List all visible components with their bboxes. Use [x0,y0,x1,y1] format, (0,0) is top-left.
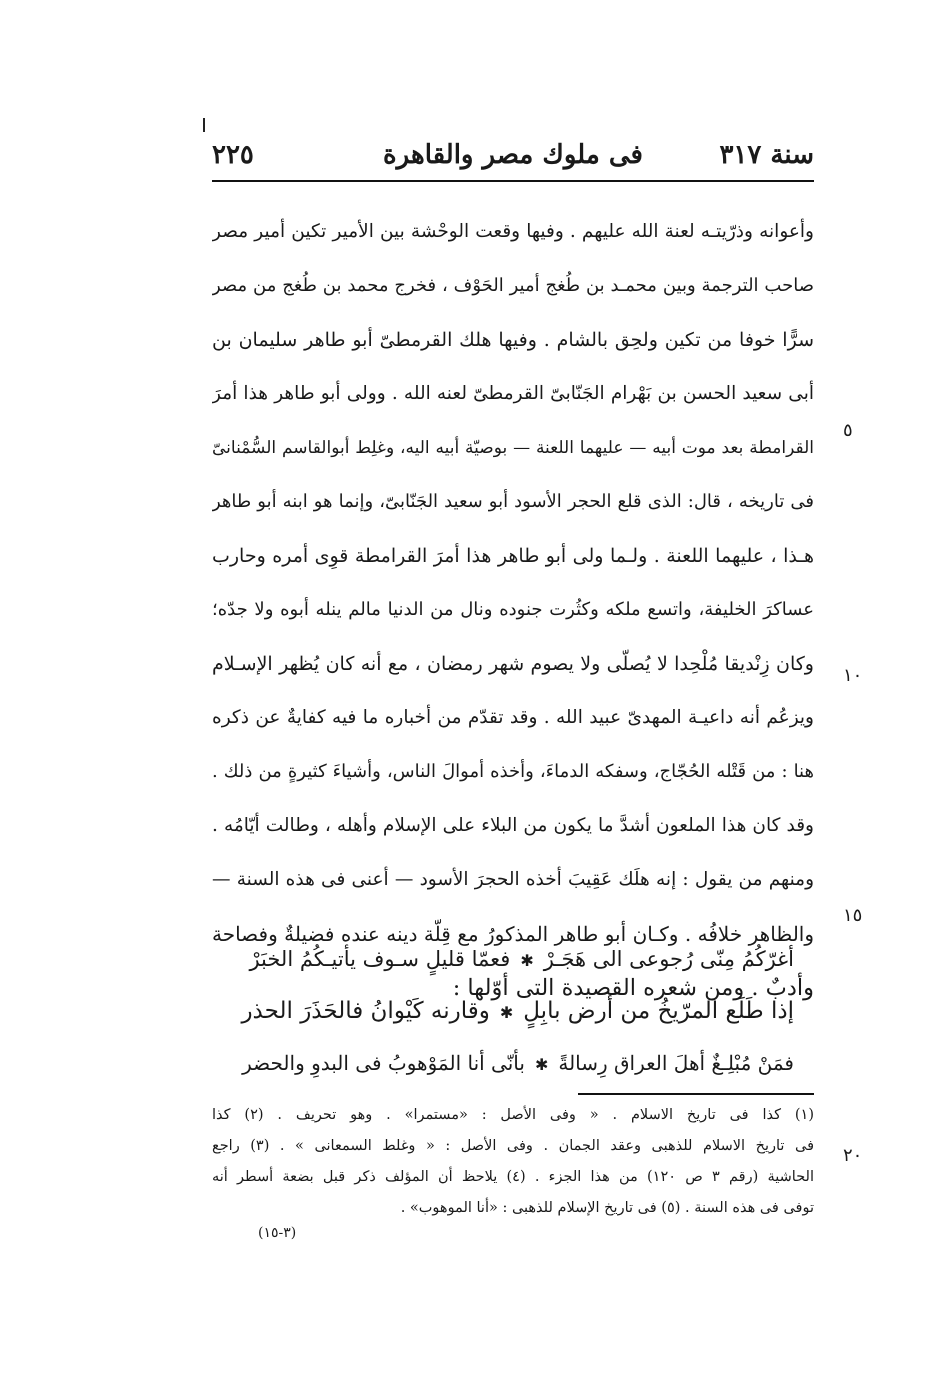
verse-separator-icon: ✱ [499,1003,514,1022]
footnote-line: فى تاريخ الاسلام للذهبى وعقد الجمان . وفى الأصل : « وغلط السمعانى » . (٣) راجع [212,1138,814,1154]
verse [240,933,794,985]
text-line: وأدبٌ . ومن شعره القصيدة التى أوّلها : [452,975,814,1001]
text-line: أبى سعيد الحسن بن بَهْرام الجَنّابىّ القرمطىّ لعنه الله . وولى أبو طاهر هذا أمرَ [212,383,814,404]
verse-second-hemistich: فعمّا قليلٍ سـوف يأتيـكُمُ الخبَرْ [249,947,511,971]
footnote-line: توفى فى هذه السنة . (٥) فى تاريخ الإسلام للذهبى : «أنا الموهوب» . [400,1200,814,1216]
verse-second-hemistich: بأنّى أنا المَوْهوبُ فى البدوِ والحضر [242,1051,525,1075]
footnote-line: الحاشية (رقم ٣ ص ١٢٠) من هذا الجزء . (٤) يلاحظ أن المؤلف ذكر قبل بضعة أسطر أنه [212,1169,814,1185]
text-line: ويزعُم أنه داعيـة المهدىّ عبيد الله . وقد تقدّم من أخباره ما فيه كفايةٌ عن ذكره [212,707,814,728]
page-number: ٢٢٥ [212,140,254,170]
line-number-10: ١٠ [843,665,863,686]
running-header [212,140,814,180]
text-line: وأعوانه وذرّيتـه لعنة الله عليهم . وفيها وقعت الوحْشة بين الأمير تكين أمير مصر [212,221,814,242]
verse-separator-icon: ✱ [534,1055,549,1074]
printer-signature: (٣-١٥) [258,1225,297,1241]
text-line: هـذا ، عليهما اللعنة . ولـما ولى أبو طاهر هذا أمرَ القرامطة قوِى أمره وحارب [212,545,814,567]
main-text [212,205,814,1015]
text-line: سرًّا خوفا من تكين ولحِق بالشام . وفيها هلك القرمطىّ أبو طاهر سليمان بن [212,329,814,351]
verse-second-hemistich: وقارنه كَيْوانُ فالحَذَرَ الحذر [241,998,490,1024]
text-line: عساكرَ الخليفة، واتسع ملكه وكثُرت جنوده ونال من الدنيا مالم ينله أبوه ولا جدّه؛ [212,599,814,620]
verse [240,1037,794,1089]
footnote-line: (١) كذا فى تاريخ الاسلام . « وفى الأصل : «مستمرا» . وهو تحريف . (٢) كذا [212,1107,814,1123]
verse-first-hemistich: فمَنْ مُبْلِـغٌ أهلَ العراق رِسالةً [558,1051,794,1075]
text-line: القرامطة بعد موت أبيه — عليهما اللعنة — بوصيّة أبيه اليه، وغلِط أبوالقاسم السُّمْنانىّ [212,438,814,458]
verse-first-hemistich: إذا طَلَع المرّيخُ من أرض بابِلٍ [523,998,794,1024]
text-line: صاحب الترجمة وبين محمـد بن طُغج أمير الحَوْف ، فخرج محمد بن طُغج من مصر [212,275,814,296]
text-line: ومنهم من يقول : إنه هلَك عَقِيبَ أخذه الحجرَ الأسود — أعنى فى هذه السنة — [212,869,814,890]
line-number-20: ٢٠ [843,1145,863,1166]
line-number-15: ١٥ [843,905,863,926]
verse [240,985,794,1037]
line-number-5: ٥ [843,420,853,441]
verse-first-hemistich: أغرّكُمُ مِنّى رُجوعى الى هَجَـرْ [543,947,794,971]
margin-tick-mark [203,118,205,132]
header-rule [212,180,814,182]
footnote-rule [578,1093,814,1095]
text-line: والظاهر خلافُه . وكـان أبو طاهر المذكورُ مع قِلّة دينه عنده فضيلةٌ وفصاحة [212,922,814,946]
text-line: وقد كان هذا الملعون أشدَّ ما يكون من البلاء على الإسلام وأهله ، وطالت أيّامُه . [212,815,814,836]
text-line: هنا : من قَتْله الحُجّاج، وسفكه الدماءَ، وأخذه أموالَ الناس، وأشياءَ كثيرةٍ من ذلك . [212,761,814,782]
text-line: فى تاريخه ، قال: الذى قلع الحجر الأسود أبو سعيد الجَنّابىّ، وإنما هو ابنه أبو طاهر [212,491,814,512]
header-title: فى ملوك مصر والقاهرة [383,140,643,170]
footnotes [212,1100,814,1224]
header-year: سنة ٣١٧ [719,140,814,170]
verse-separator-icon: ✱ [520,951,534,970]
poem [240,933,794,1089]
text-line: وكان زِنْديقا مُلْحِدا لا يُصلّى ولا يصوم شهر رمضان ، مع أنه كان يُظهر الإسـلام [212,653,814,675]
